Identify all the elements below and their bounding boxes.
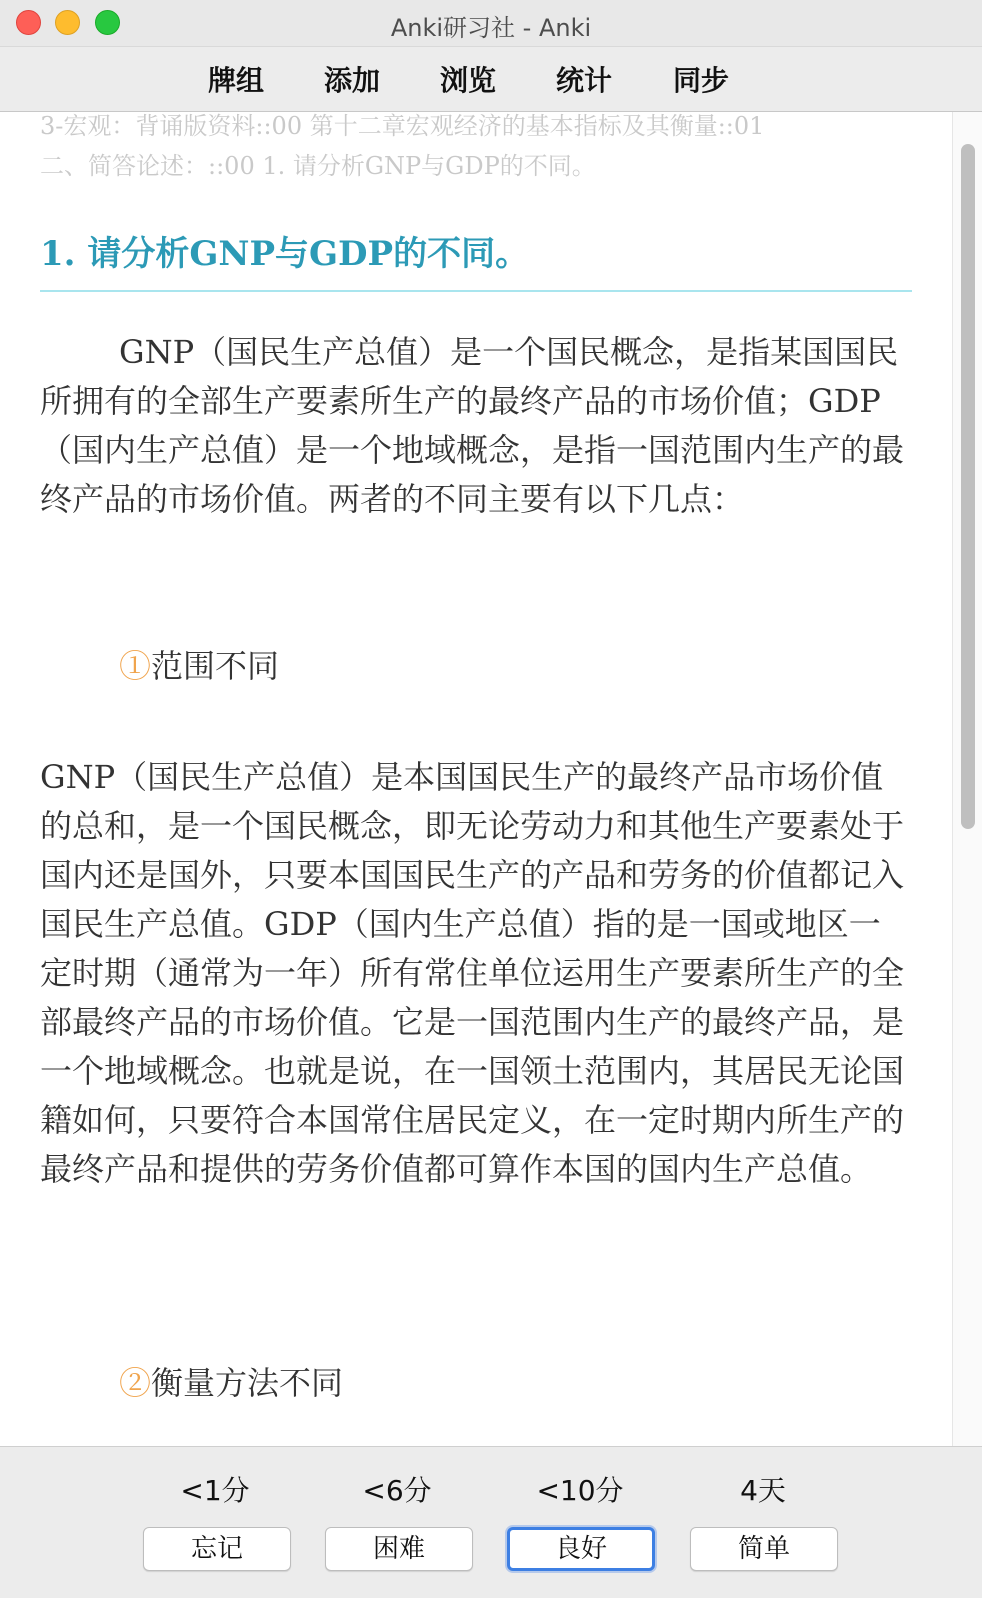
toolbar-stats[interactable]: 统计: [556, 64, 613, 97]
card-breadcrumb-line2: 二、简答论述：::00 1. 请分析GNP与GDP的不同。: [40, 152, 596, 180]
interval-again: <1分: [180, 1474, 250, 1507]
again-button[interactable]: 忘记: [143, 1527, 291, 1571]
toolbar-decks[interactable]: 牌组: [208, 64, 265, 97]
section-heading-scope: [119, 641, 279, 687]
title-divider: [40, 290, 912, 292]
toolbar-add[interactable]: 添加: [324, 64, 381, 97]
section-heading-measurement-text: 衡量方法不同: [151, 1364, 344, 1402]
answer-bar: [0, 1446, 982, 1598]
scrollbar-thumb[interactable]: [961, 144, 975, 829]
hard-button[interactable]: 困难: [325, 1527, 473, 1571]
toolbar-sync[interactable]: 同步: [673, 64, 730, 97]
title-bar: [0, 0, 982, 47]
card-content: [0, 112, 952, 1446]
interval-easy: 4天: [740, 1474, 786, 1507]
section-heading-scope-text: 范围不同: [151, 647, 280, 685]
good-button[interactable]: 良好: [507, 1527, 655, 1571]
main-toolbar: [0, 47, 982, 112]
vertical-scrollbar[interactable]: [952, 112, 982, 1446]
card-breadcrumb-line1: 3-宏观：背诵版资料::00 第十二章宏观经济的基本指标及其衡量::01: [40, 112, 765, 140]
easy-button[interactable]: 简单: [690, 1527, 838, 1571]
answer-paragraph-intro: GNP（国民生产总值）是一个国民概念，是指某国国民所拥有的全部生产要素所生产的最终产品的市场价值；GDP（国内生产总值）是一个地域概念，是指一国范围内生产的最终产品的市场价值。两者的不同主要有以下几点：: [40, 333, 905, 518]
interval-hard: <6分: [362, 1474, 432, 1507]
circled-number-2: ②: [119, 1364, 152, 1402]
answer-paragraph-scope: GNP（国民生产总值）是本国国民生产的最终产品市场价值的总和，是一个国民概念，即无论劳动力和其他生产要素处于国内还是国外，只要本国国民生产的产品和劳务的价值都记入国民生产总值。GDP（国内生产总值）指的是一国或地区一定时期（通常为一年）所有常住单位运用生产要素所生产的全部最终产品的市场价值。它是一国范围内生产的最终产品，是一个地域概念。也就是说，在一国领土范围内，其居民无论国籍如何，只要符合本国常住居民定义，在一定时期内所生产的最终产品和提供的劳务价值都可算作本国的国内生产总值。: [40, 758, 905, 1188]
section-heading-measurement: [119, 1358, 343, 1404]
window-title: Anki研习社 - Anki: [390, 14, 592, 42]
toolbar-browse[interactable]: 浏览: [440, 64, 497, 97]
question-title: 1. 请分析GNP与GDP的不同。: [40, 234, 530, 274]
circled-number-1: ①: [119, 647, 152, 685]
interval-good: <10分: [536, 1474, 624, 1507]
